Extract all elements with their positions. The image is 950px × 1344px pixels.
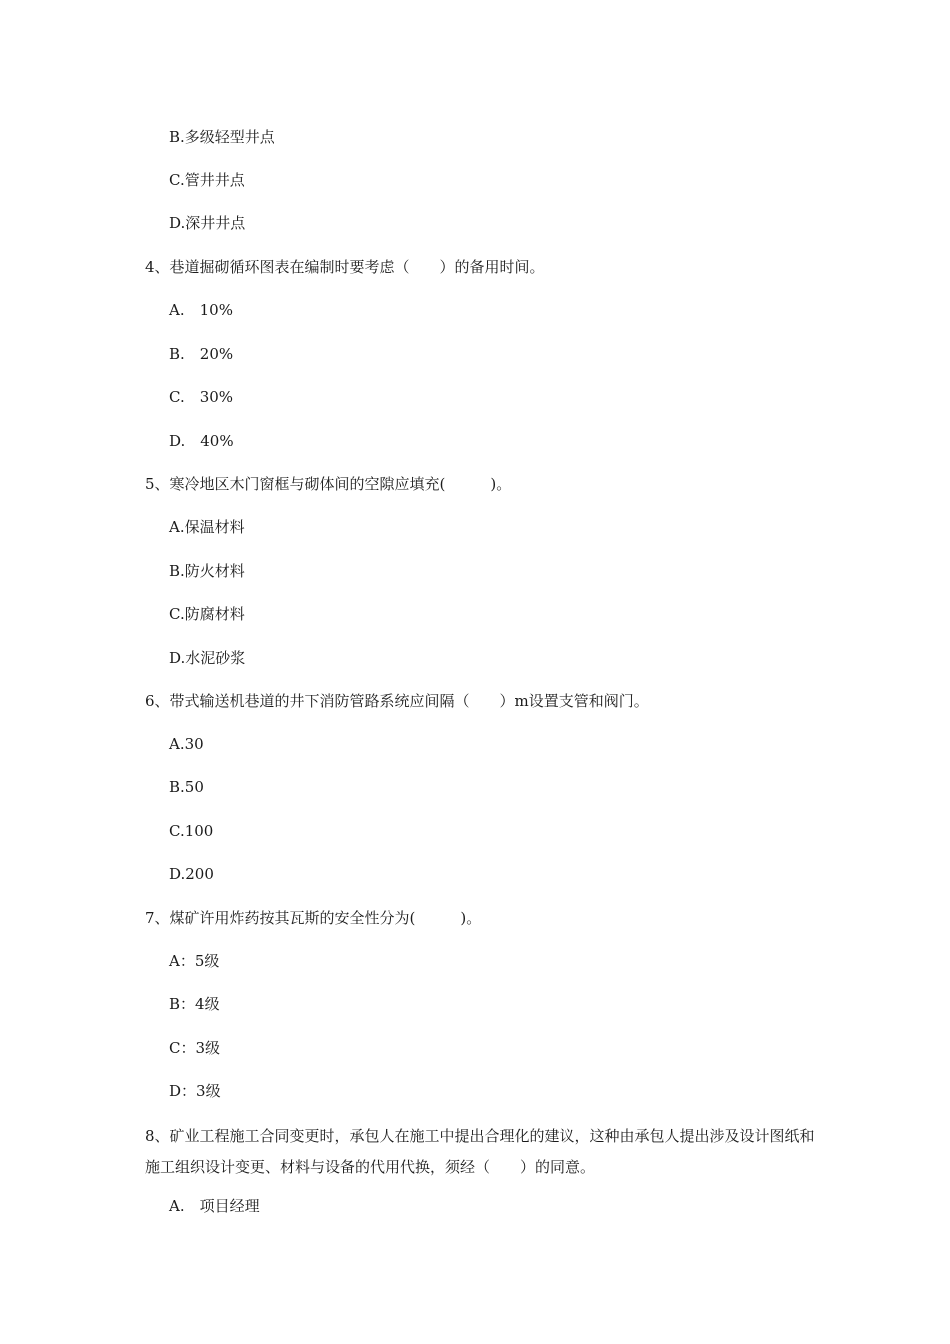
option-item: D.深井井点 (169, 214, 246, 232)
option-item: C.管井井点 (169, 171, 245, 189)
option-item: B.防火材料 (169, 562, 245, 580)
option-item: B.多级轻型井点 (169, 128, 275, 146)
option-item: D.水泥砂浆 (169, 649, 246, 667)
question-text: 5、寒冷地区木门窗框与砌体间的空隙应填充( )。 (145, 475, 512, 493)
option-item: C：3级 (169, 1039, 221, 1057)
option-item: C.100 (169, 822, 214, 840)
question-text: 4、巷道掘砌循环图表在编制时要考虑（ ）的备用时间。 (145, 258, 545, 276)
option-item: A. 10% (169, 301, 233, 319)
question-text: 6、带式输送机巷道的井下消防管路系统应间隔（ ）m设置支管和阀门。 (145, 692, 649, 710)
option-item: A.保温材料 (169, 518, 245, 536)
option-item: A. 项目经理 (169, 1197, 260, 1215)
option-item: C.防腐材料 (169, 605, 245, 623)
option-item: A.30 (169, 735, 204, 753)
option-item: A：5级 (169, 952, 220, 970)
question-text: 7、煤矿许用炸药按其瓦斯的安全性分为( )。 (145, 909, 482, 927)
option-item: D.200 (169, 865, 214, 883)
option-item: B：4级 (169, 995, 220, 1013)
option-item: B.50 (169, 778, 204, 796)
option-item: B. 20% (169, 345, 234, 363)
option-item: C. 30% (169, 388, 234, 406)
question-text: 8、矿业工程施工合同变更时，承包人在施工中提出合理化的建议，这种由承包人提出涉及设计图纸和施工组织设计变更、材料与设备的代用代换，须经（ ）的同意。 (145, 1127, 815, 1176)
option-item: D：3级 (169, 1082, 221, 1100)
option-item: D. 40% (169, 432, 234, 450)
